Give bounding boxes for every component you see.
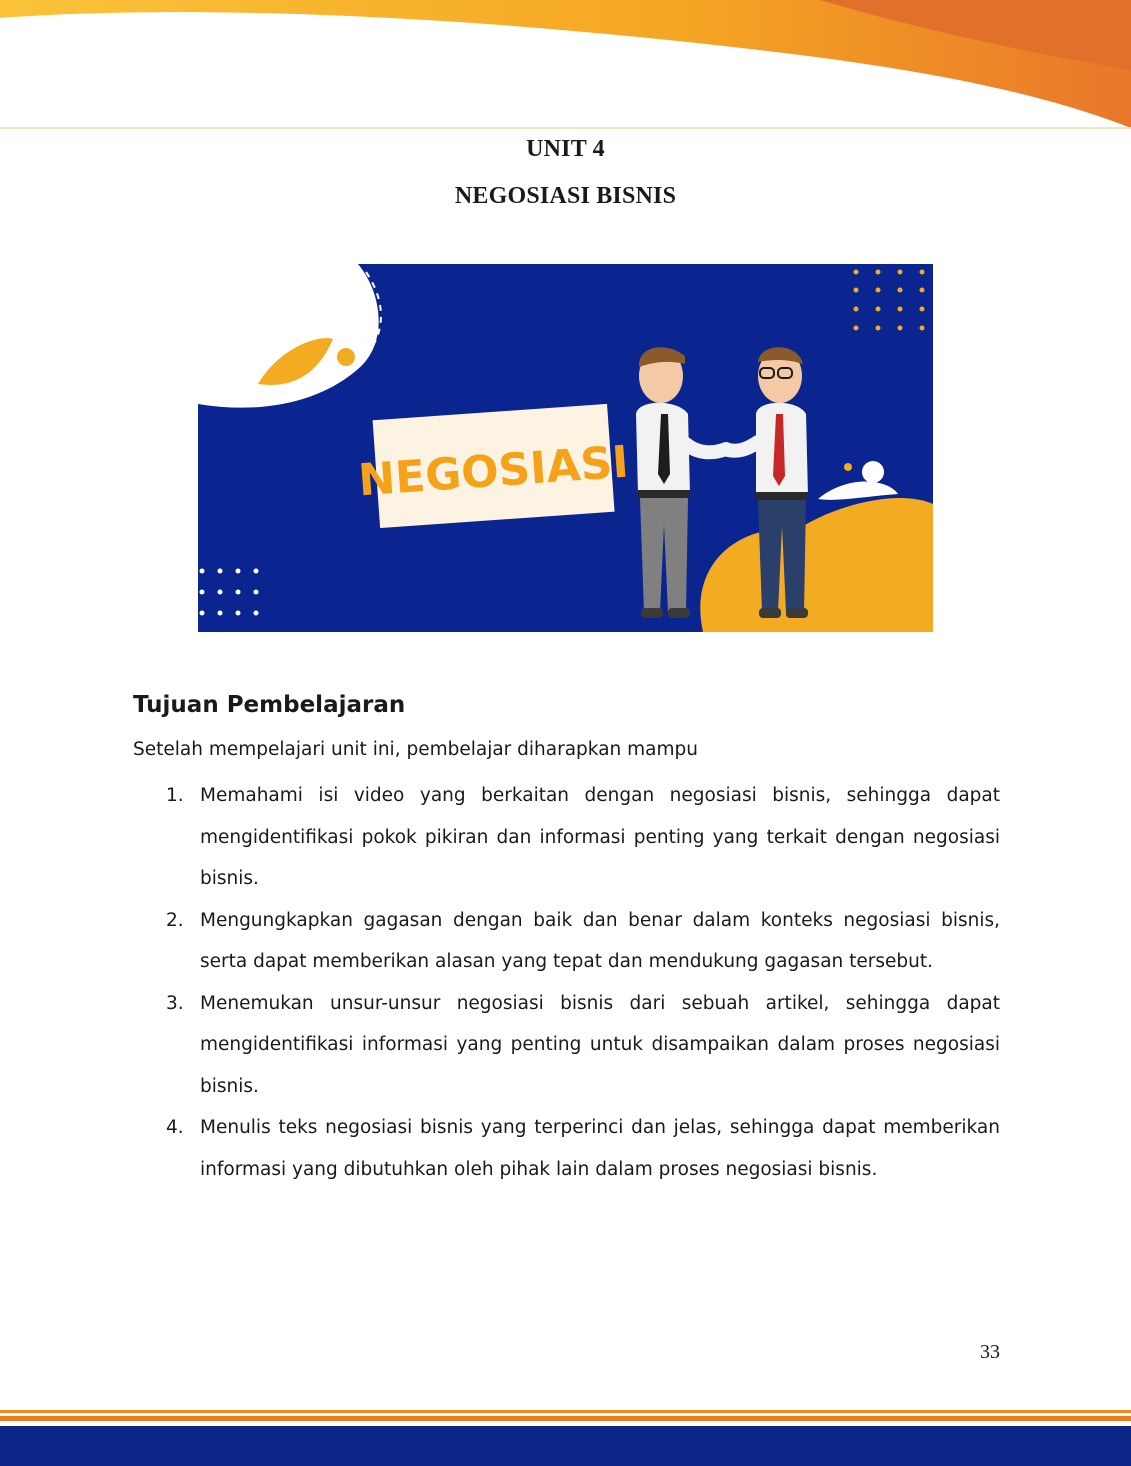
objective-item [166,983,1000,1108]
objective-text: Menemukan unsur-unsur negosiasi bisnis dari sebuah artikel, sehingga dapat mengidentifikasi informasi yang penting untuk disampaikan dalam proses negosiasi bisnis. [200,992,1000,1097]
banner-sign-text: NEGOSIASI [356,436,631,507]
objective-number: 4. [166,1117,184,1138]
objectives-list [166,775,1000,1190]
page-number: 33 [980,1341,1000,1363]
section-heading: Tujuan Pembelajaran [133,692,406,718]
objective-text: Memahami isi video yang berkaitan dengan negosiasi bisnis, sehingga dapat mengidentifikasi pokok pikiran dan informasi penting yang terkait dengan negosiasi bisnis. [200,785,1000,889]
objective-item [166,900,1000,983]
negotiation-banner-image [198,264,933,632]
objective-item [166,1107,1000,1190]
objective-item [166,775,1000,900]
unit-title: NEGOSIASI BISNIS [454,183,677,209]
objective-number: 1. [166,785,184,806]
header-wave-decoration [0,0,1131,135]
unit-number: UNIT 4 [526,136,605,162]
intro-text: Setelah mempelajari unit ini, pembelajar diharapkan mampu [133,739,698,760]
footer-divider [0,1416,1131,1421]
objective-number: 3. [166,992,184,1014]
objective-text: Mengungkapkan gagasan dengan baik dan benar dalam konteks negosiasi bisnis, serta dapat memberikan alasan yang tepat dan mendukung gagasan tersebut. [200,909,1000,972]
footer-divider [0,1410,1131,1413]
objective-text: Menulis teks negosiasi bisnis yang terperinci dan jelas, sehingga dapat memberikan informasi yang dibutuhkan oleh pihak lain dalam proses negosiasi bisnis. [200,1117,1000,1180]
footer-bar [0,1426,1131,1466]
objective-number: 2. [166,909,184,931]
